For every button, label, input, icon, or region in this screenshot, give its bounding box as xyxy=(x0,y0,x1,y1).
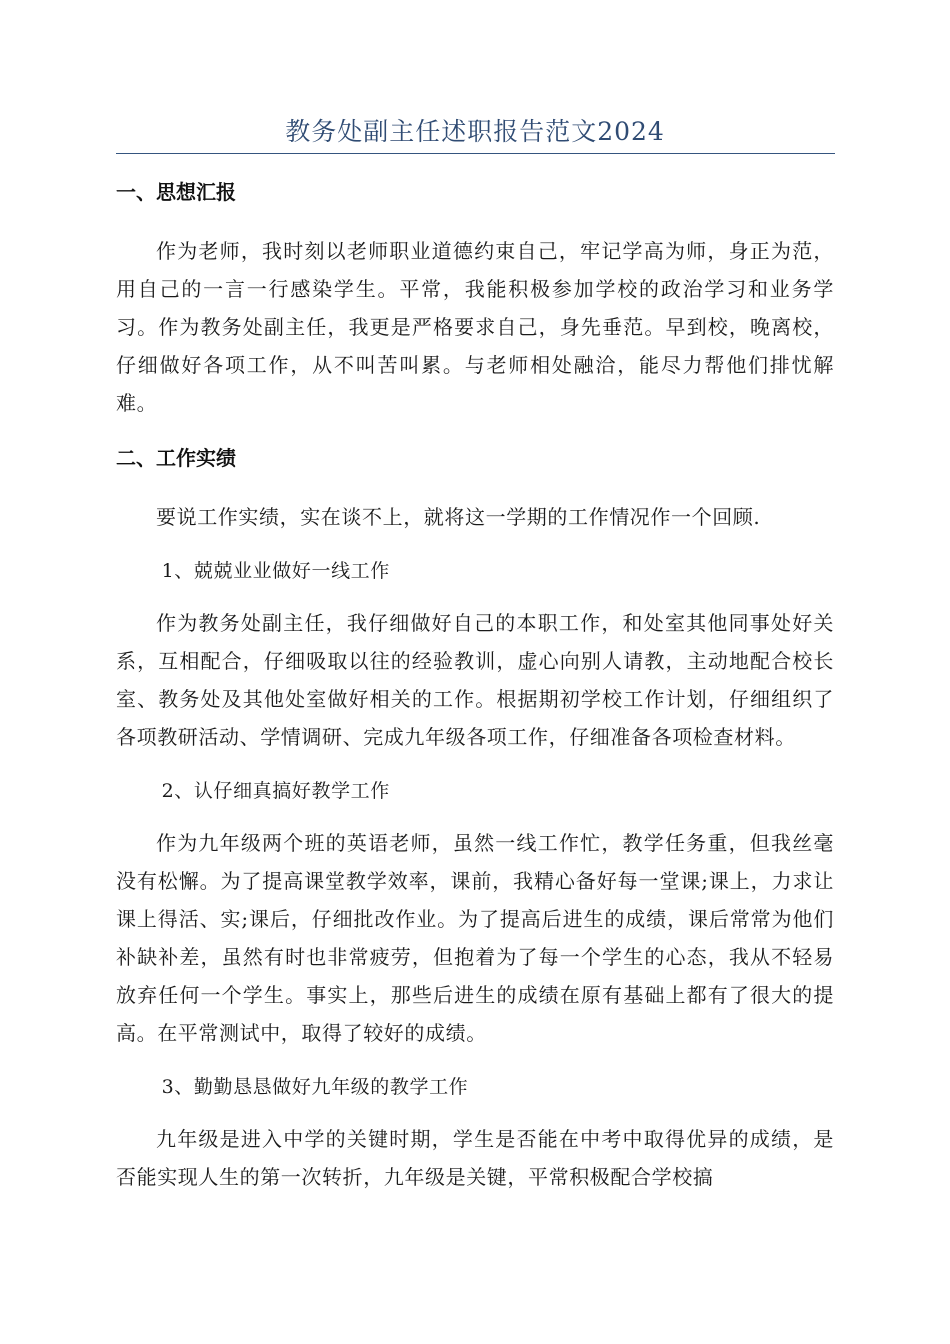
paragraph-work-intro: 要说工作实绩，实在谈不上，就将这一学期的工作情况作一个回顾. xyxy=(156,505,761,529)
paragraph-teaching-work: 作为九年级两个班的英语老师，虽然一线工作忙，教学任务重，但我丝毫没有松懈。为了提高课堂教学效率，课前，我精心备好每一堂课;课上，力求让课上得活、实;课后，仔细批改作业。为了提高后进生的成绩，课后常常为他们补缺补差，虽然有时也非常疲劳，但抱着为了每一个学生的心态，我从不轻易放弃任何一个学生。事实上，那些后进生的成绩在原有基础上都有了很大的提高。在平常测试中，取得了较好的成绩。 xyxy=(116,831,834,1045)
document-title: 教务处副主任述职报告范文2024 xyxy=(285,117,665,146)
section-heading-thought-report: 一、思想汇报 xyxy=(116,180,236,204)
paragraph-grade9-teaching: 九年级是进入中学的关键时期，学生是否能在中考中取得优异的成绩，是否能实现人生的第一次转折，九年级是关键，平常积极配合学校搞 xyxy=(116,1127,834,1189)
section-heading-work-achievements: 二、工作实绩 xyxy=(116,446,236,470)
paragraph-thought-report: 作为老师，我时刻以老师职业道德约束自己，牢记学高为师，身正为范，用自己的一言一行感染学生。平常，我能积极参加学校的政治学习和业务学习。作为教务处副主任，我更是严格要求自己，身先垂范。早到校，晚离校，仔细做好各项工作，从不叫苦叫累。与老师相处融洽，能尽力帮他们排忧解难。 xyxy=(116,239,834,415)
paragraph-frontline-work: 作为教务处副主任，我仔细做好自己的本职工作，和处室其他同事处好关系，互相配合，仔细吸取以往的经验教训，虚心向别人请教，主动地配合校长室、教务处及其他处室做好相关的工作。根据期初学校工作计划，仔细组织了各项教研活动、学情调研、完成九年级各项工作，仔细准备各项检查材料。 xyxy=(116,611,834,749)
subheading-teaching-work: 2、认仔细真搞好教学工作 xyxy=(161,780,390,802)
subheading-frontline-work: 1、兢兢业业做好一线工作 xyxy=(161,560,390,582)
document-body xyxy=(116,172,834,1212)
title-underline xyxy=(116,153,835,154)
subheading-grade9-teaching: 3、勤勤恳恳做好九年级的教学工作 xyxy=(161,1076,469,1098)
